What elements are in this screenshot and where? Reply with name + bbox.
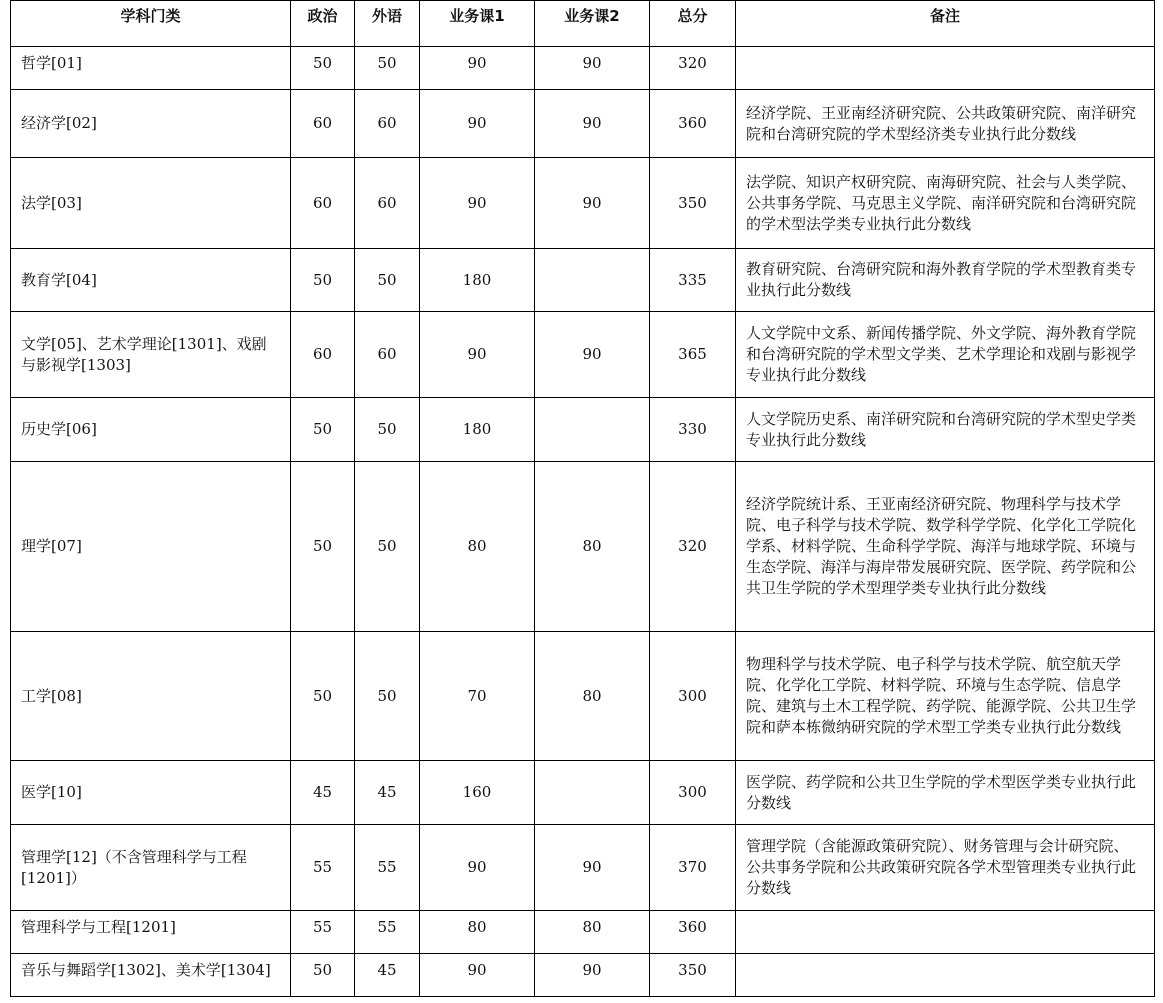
course1-cell: 180	[420, 249, 535, 312]
course1-cell: 90	[420, 954, 535, 997]
subject-cell: 理学[07]	[11, 462, 291, 632]
subject-cell: 文学[05]、艺术学理论[1301]、戏剧与影视学[1303]	[11, 312, 291, 398]
table-row	[11, 462, 1155, 632]
course2-cell: 90	[535, 825, 650, 911]
course2-cell: 90	[535, 47, 650, 90]
total-cell: 335	[650, 249, 736, 312]
course1-cell: 90	[420, 158, 535, 249]
politics-cell: 50	[291, 398, 355, 462]
subject-cell: 经济学[02]	[11, 90, 291, 158]
subject-cell: 历史学[06]	[11, 398, 291, 462]
header-row	[11, 1, 1155, 47]
politics-cell: 60	[291, 312, 355, 398]
language-cell: 50	[355, 632, 420, 761]
subject-cell: 音乐与舞蹈学[1302]、美术学[1304]	[11, 954, 291, 997]
table-row	[11, 632, 1155, 761]
header-subject: 学科门类	[11, 1, 291, 47]
table-row	[11, 312, 1155, 398]
header-course2: 业务课2	[535, 1, 650, 47]
course2-cell: 80	[535, 632, 650, 761]
language-cell: 50	[355, 462, 420, 632]
note-cell: 教育研究院、台湾研究院和海外教育学院的学术型教育类专业执行此分数线	[736, 249, 1155, 312]
course1-cell: 90	[420, 825, 535, 911]
course2-cell: 90	[535, 954, 650, 997]
total-cell: 350	[650, 158, 736, 249]
subject-cell: 医学[10]	[11, 761, 291, 825]
language-cell: 60	[355, 312, 420, 398]
note-cell: 物理科学与技术学院、电子科学与技术学院、航空航天学院、化学化工学院、材料学院、环境与生态学院、信息学院、建筑与土木工程学院、药学院、能源学院、公共卫生学院和萨本栋微纳研究院的学术型工学类专业执行此分数线	[736, 632, 1155, 761]
total-cell: 350	[650, 954, 736, 997]
subject-cell: 工学[08]	[11, 632, 291, 761]
politics-cell: 55	[291, 825, 355, 911]
total-cell: 320	[650, 462, 736, 632]
total-cell: 300	[650, 632, 736, 761]
course1-cell: 80	[420, 462, 535, 632]
subject-cell: 教育学[04]	[11, 249, 291, 312]
header-politics: 政治	[291, 1, 355, 47]
table-row	[11, 249, 1155, 312]
table-row	[11, 158, 1155, 249]
note-cell	[736, 911, 1155, 954]
table-row	[11, 954, 1155, 997]
table-row	[11, 398, 1155, 462]
total-cell: 330	[650, 398, 736, 462]
subject-cell: 管理科学与工程[1201]	[11, 911, 291, 954]
note-cell	[736, 954, 1155, 997]
table-row	[11, 761, 1155, 825]
course2-cell: 90	[535, 90, 650, 158]
course1-cell: 70	[420, 632, 535, 761]
politics-cell: 50	[291, 249, 355, 312]
note-cell: 法学院、知识产权研究院、南海研究院、社会与人类学院、公共事务学院、马克思主义学院、南洋研究院和台湾研究院的学术型法学类专业执行此分数线	[736, 158, 1155, 249]
language-cell: 60	[355, 90, 420, 158]
subject-cell: 法学[03]	[11, 158, 291, 249]
language-cell: 45	[355, 761, 420, 825]
course1-cell: 90	[420, 90, 535, 158]
total-cell: 365	[650, 312, 736, 398]
politics-cell: 50	[291, 954, 355, 997]
language-cell: 50	[355, 47, 420, 90]
total-cell: 320	[650, 47, 736, 90]
course2-cell: 80	[535, 462, 650, 632]
table-row	[11, 911, 1155, 954]
politics-cell: 50	[291, 462, 355, 632]
note-cell: 人文学院历史系、南洋研究院和台湾研究院的学术型史学类专业执行此分数线	[736, 398, 1155, 462]
course1-cell: 90	[420, 47, 535, 90]
total-cell: 360	[650, 911, 736, 954]
language-cell: 50	[355, 398, 420, 462]
language-cell: 55	[355, 911, 420, 954]
table-row	[11, 825, 1155, 911]
course2-cell	[535, 249, 650, 312]
total-cell: 300	[650, 761, 736, 825]
language-cell: 50	[355, 249, 420, 312]
language-cell: 45	[355, 954, 420, 997]
header-language: 外语	[355, 1, 420, 47]
politics-cell: 50	[291, 47, 355, 90]
score-table	[10, 0, 1155, 997]
course2-cell: 80	[535, 911, 650, 954]
total-cell: 360	[650, 90, 736, 158]
note-cell: 人文学院中文系、新闻传播学院、外文学院、海外教育学院和台湾研究院的学术型文学类、艺术学理论和戏剧与影视学专业执行此分数线	[736, 312, 1155, 398]
language-cell: 60	[355, 158, 420, 249]
total-cell: 370	[650, 825, 736, 911]
course1-cell: 160	[420, 761, 535, 825]
course1-cell: 180	[420, 398, 535, 462]
course1-cell: 80	[420, 911, 535, 954]
note-cell: 经济学院统计系、王亚南经济研究院、物理科学与技术学院、电子科学与技术学院、数学科学学院、化学化工学院化学系、材料学院、生命科学学院、海洋与地球学院、环境与生态学院、海洋与海岸带发展研究院、医学院、药学院和公共卫生学院的学术型理学类专业执行此分数线	[736, 462, 1155, 632]
course1-cell: 90	[420, 312, 535, 398]
subject-cell: 哲学[01]	[11, 47, 291, 90]
politics-cell: 60	[291, 90, 355, 158]
politics-cell: 50	[291, 632, 355, 761]
course2-cell	[535, 761, 650, 825]
table-row	[11, 90, 1155, 158]
note-cell: 经济学院、王亚南经济研究院、公共政策研究院、南洋研究院和台湾研究院的学术型经济类专业执行此分数线	[736, 90, 1155, 158]
header-total: 总分	[650, 1, 736, 47]
politics-cell: 55	[291, 911, 355, 954]
subject-cell: 管理学[12]（不含管理科学与工程[1201]）	[11, 825, 291, 911]
note-cell: 管理学院（含能源政策研究院）、财务管理与会计研究院、公共事务学院和公共政策研究院各学术型管理类专业执行此分数线	[736, 825, 1155, 911]
header-course1: 业务课1	[420, 1, 535, 47]
course2-cell: 90	[535, 158, 650, 249]
language-cell: 55	[355, 825, 420, 911]
note-cell	[736, 47, 1155, 90]
note-cell: 医学院、药学院和公共卫生学院的学术型医学类专业执行此分数线	[736, 761, 1155, 825]
politics-cell: 60	[291, 158, 355, 249]
course2-cell: 90	[535, 312, 650, 398]
politics-cell: 45	[291, 761, 355, 825]
course2-cell	[535, 398, 650, 462]
header-note: 备注	[736, 1, 1155, 47]
table-row	[11, 47, 1155, 90]
